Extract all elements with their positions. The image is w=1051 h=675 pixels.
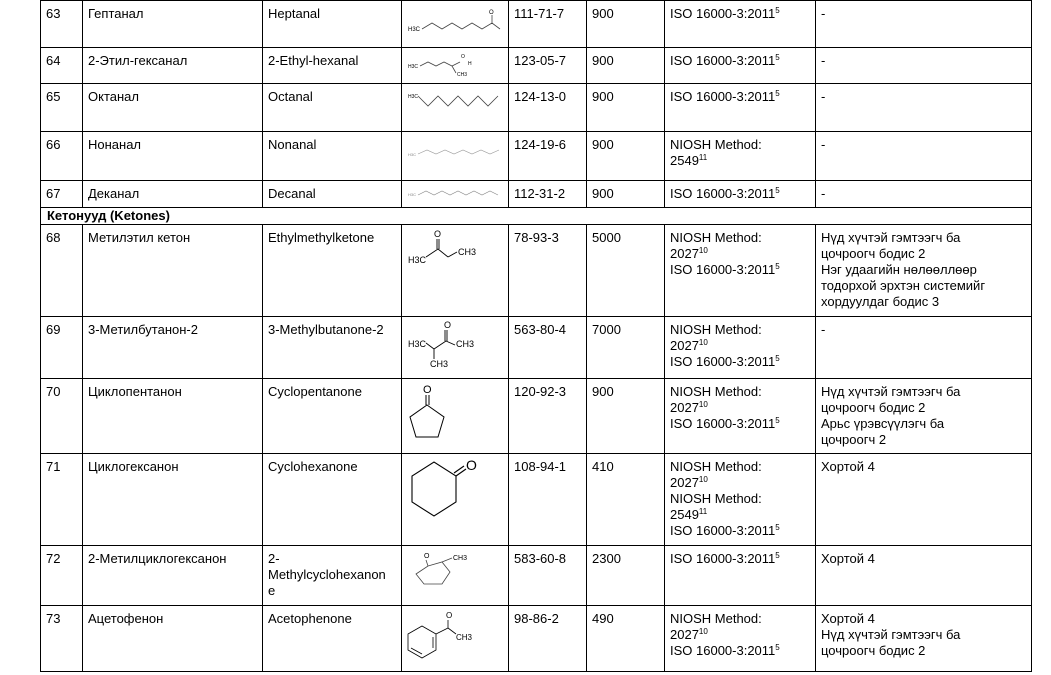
section-title: Кетонууд (Ketones): [41, 208, 1032, 225]
table-row: [41, 84, 1032, 132]
svg-text:CH3: CH3: [456, 633, 473, 642]
row-number: 68: [41, 225, 83, 317]
cas-number: 112-31-2: [509, 181, 587, 208]
structure-decanal: [402, 181, 509, 208]
svg-text:H3C: H3C: [408, 192, 417, 197]
cas-number: 563-80-4: [509, 317, 587, 379]
row-number: 67: [41, 181, 83, 208]
svg-text:H3C: H3C: [408, 64, 419, 70]
note: -: [816, 132, 1032, 181]
name-mn: Циклогексанон: [83, 454, 263, 546]
note: Хортой 4: [816, 546, 1032, 606]
table-row: [41, 181, 1032, 208]
name-en: Nonanal: [263, 132, 402, 181]
cas-number: 583-60-8: [509, 546, 587, 606]
limit-value: 900: [587, 48, 665, 84]
section-row: [41, 208, 1032, 225]
svg-text:O: O: [444, 320, 452, 330]
name-mn: Нонанал: [83, 132, 263, 181]
name-mn: Ацетофенон: [83, 606, 263, 672]
svg-text:CH3: CH3: [453, 555, 468, 562]
name-mn: 2-Метилциклогексанон: [83, 546, 263, 606]
name-mn: Гептанал: [83, 1, 263, 48]
note: Хортой 4 Нүд хүчтэй гэмтээгч ба цочроогч бодис 2: [816, 606, 1032, 672]
note: Хортой 4: [816, 454, 1032, 546]
row-number: 69: [41, 317, 83, 379]
limit-value: 900: [587, 379, 665, 454]
name-en: 2-Ethyl-hexanal: [263, 48, 402, 84]
cas-number: 108-94-1: [509, 454, 587, 546]
name-mn: Циклопентанон: [83, 379, 263, 454]
limit-value: 900: [587, 84, 665, 132]
name-mn: Октанал: [83, 84, 263, 132]
svg-text:H3C: H3C: [408, 152, 417, 157]
method: ISO 16000-3:2011$^5$: [665, 546, 816, 606]
svg-text:H3C: H3C: [408, 339, 427, 349]
chemical-table: [40, 0, 1032, 672]
structure-acetophenone: [402, 606, 509, 672]
name-en: Octanal: [263, 84, 402, 132]
note: -: [816, 84, 1032, 132]
row-number: 63: [41, 1, 83, 48]
limit-value: 7000: [587, 317, 665, 379]
name-en: Ethylmethylketone: [263, 225, 402, 317]
table-row: [41, 132, 1032, 181]
cas-number: 98-86-2: [509, 606, 587, 672]
table-row: [41, 1, 1032, 48]
name-mn: Метилэтил кетон: [83, 225, 263, 317]
name-en: 3-Methylbutanone-2: [263, 317, 402, 379]
svg-text:O: O: [489, 10, 494, 16]
structure-octanal: [402, 84, 509, 132]
method: NIOSH Method: 2027$^{10}$ ISO 16000-3:2011$^5$: [665, 379, 816, 454]
cas-number: 124-13-0: [509, 84, 587, 132]
svg-text:O: O: [466, 457, 477, 473]
cas-number: 124-19-6: [509, 132, 587, 181]
row-number: 72: [41, 546, 83, 606]
limit-value: 900: [587, 132, 665, 181]
name-en: Decanal: [263, 181, 402, 208]
structure-cyclohexanone: [402, 454, 509, 546]
row-number: 66: [41, 132, 83, 181]
name-en: Cyclopentanone: [263, 379, 402, 454]
name-en: Cyclohexanone: [263, 454, 402, 546]
row-number: 70: [41, 379, 83, 454]
method: ISO 16000-3:2011$^5$: [665, 84, 816, 132]
table-row: [41, 317, 1032, 379]
structure-methylbutanone: [402, 317, 509, 379]
method: ISO 16000-3:2011$^5$: [665, 48, 816, 84]
limit-value: 900: [587, 181, 665, 208]
method: NIOSH Method: 2027$^{10}$ ISO 16000-3:2011$^5$: [665, 225, 816, 317]
svg-text:H3C: H3C: [408, 94, 419, 100]
limit-value: 5000: [587, 225, 665, 317]
table-row: [41, 606, 1032, 672]
structure-ethylhexanal: [402, 48, 509, 84]
note: Нүд хүчтэй гэмтээгч ба цочроогч бодис 2 Арьс үрэвсүүлэгч ба цочроогч 2: [816, 379, 1032, 454]
name-mn: 3-Метилбутанон-2: [83, 317, 263, 379]
svg-text:O: O: [446, 611, 453, 620]
note: -: [816, 1, 1032, 48]
name-en: Heptanal: [263, 1, 402, 48]
svg-text:H3C: H3C: [408, 255, 427, 265]
svg-text:CH3: CH3: [458, 247, 477, 257]
table-row: [41, 379, 1032, 454]
svg-text:CH3: CH3: [456, 339, 475, 349]
method: ISO 16000-3:2011$^5$: [665, 181, 816, 208]
structure-nonanal: [402, 132, 509, 181]
note: Нүд хүчтэй гэмтээгч ба цочроогч бодис 2 Нэг удаагийн нөлөөллөөр тодорхой эрхтэн системийг хордуулдаг бодис 3: [816, 225, 1032, 317]
limit-value: 900: [587, 1, 665, 48]
structure-cyclopentanone: [402, 379, 509, 454]
method: NIOSH Method: 2027$^{10}$ ISO 16000-3:2011$^5$: [665, 317, 816, 379]
structure-ethylmethylketone: [402, 225, 509, 317]
svg-text:O: O: [461, 54, 465, 60]
name-mn: Деканал: [83, 181, 263, 208]
table-row: [41, 546, 1032, 606]
table-row: [41, 225, 1032, 317]
cas-number: 123-05-7: [509, 48, 587, 84]
svg-text:H: H: [468, 61, 472, 67]
cas-number: 78-93-3: [509, 225, 587, 317]
row-number: 65: [41, 84, 83, 132]
method: NIOSH Method: 2549$^{11}$: [665, 132, 816, 181]
method: ISO 16000-3:2011$^5$: [665, 1, 816, 48]
note: -: [816, 48, 1032, 84]
name-mn: 2-Этил-гексанал: [83, 48, 263, 84]
note: -: [816, 317, 1032, 379]
table-row: [41, 48, 1032, 84]
row-number: 64: [41, 48, 83, 84]
svg-text:O: O: [424, 553, 430, 560]
row-number: 73: [41, 606, 83, 672]
cas-number: 120-92-3: [509, 379, 587, 454]
svg-text:CH3: CH3: [457, 72, 468, 78]
name-en: 2- Methylcyclohexanon e: [263, 546, 402, 606]
svg-text:O: O: [434, 229, 442, 239]
table-row: [41, 454, 1032, 546]
row-number: 71: [41, 454, 83, 546]
cas-number: 111-71-7: [509, 1, 587, 48]
svg-text:CH3: CH3: [430, 359, 449, 369]
name-en: Acetophenone: [263, 606, 402, 672]
limit-value: 410: [587, 454, 665, 546]
svg-text:O: O: [423, 384, 432, 396]
limit-value: 490: [587, 606, 665, 672]
note: -: [816, 181, 1032, 208]
svg-text:H3C: H3C: [408, 27, 421, 33]
structure-methylcyclohexanone: [402, 546, 509, 606]
method: NIOSH Method: 2027$^{10}$ ISO 16000-3:2011$^5$: [665, 606, 816, 672]
method: NIOSH Method: 2027$^{10}$ NIOSH Method: 2549$^{11}$ ISO 16000-3:2011$^5$: [665, 454, 816, 546]
structure-heptanal: [402, 1, 509, 48]
limit-value: 2300: [587, 546, 665, 606]
